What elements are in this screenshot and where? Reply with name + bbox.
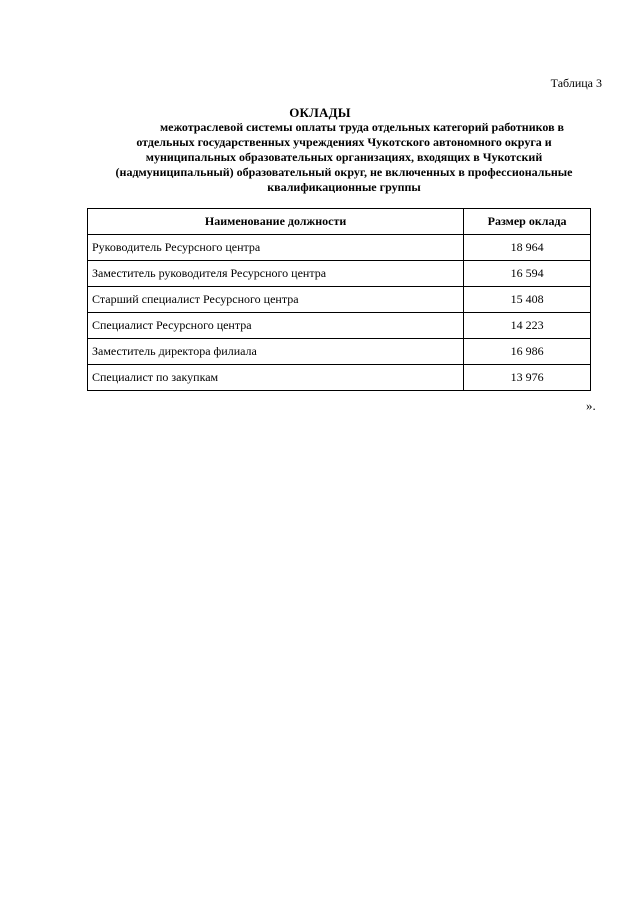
salary-table [87,208,591,391]
salary-cell: 18 964 [464,235,591,261]
table-row [88,235,591,261]
position-cell: Заместитель директора филиала [88,339,464,365]
subtitle-line: отдельных государственных учреждениях Чукотского автономного округа и [136,135,552,149]
document-subtitle [88,120,600,195]
subtitle-line: квалификационные группы [267,180,421,194]
position-cell: Старший специалист Ресурсного центра [88,287,464,313]
table-row [88,261,591,287]
table-row [88,287,591,313]
salary-cell: 13 976 [464,365,591,391]
position-cell: Специалист по закупкам [88,365,464,391]
closing-quote-mark: ». [586,398,596,413]
subtitle-line: (надмуниципальный) образовательный округ, не включенных в профессиональные [115,165,573,179]
salary-cell: 14 223 [464,313,591,339]
position-cell: Заместитель руководителя Ресурсного центра [88,261,464,287]
salary-cell: 16 986 [464,339,591,365]
table-number-label: Таблица 3 [550,76,602,90]
subtitle-line: муниципальных образовательных организациях, входящих в Чукотский [145,150,543,164]
document-title: ОКЛАДЫ [289,105,351,120]
table-row [88,339,591,365]
salary-cell: 15 408 [464,287,591,313]
subtitle-line: межотраслевой системы оплаты труда отдельных категорий работников в [159,120,565,134]
position-cell: Специалист Ресурсного центра [88,313,464,339]
salary-cell: 16 594 [464,261,591,287]
position-cell: Руководитель Ресурсного центра [88,235,464,261]
table-header-row [88,209,591,235]
table-row [88,365,591,391]
column-header-salary: Размер оклада [464,209,591,235]
table-row [88,313,591,339]
column-header-position: Наименование должности [88,209,464,235]
